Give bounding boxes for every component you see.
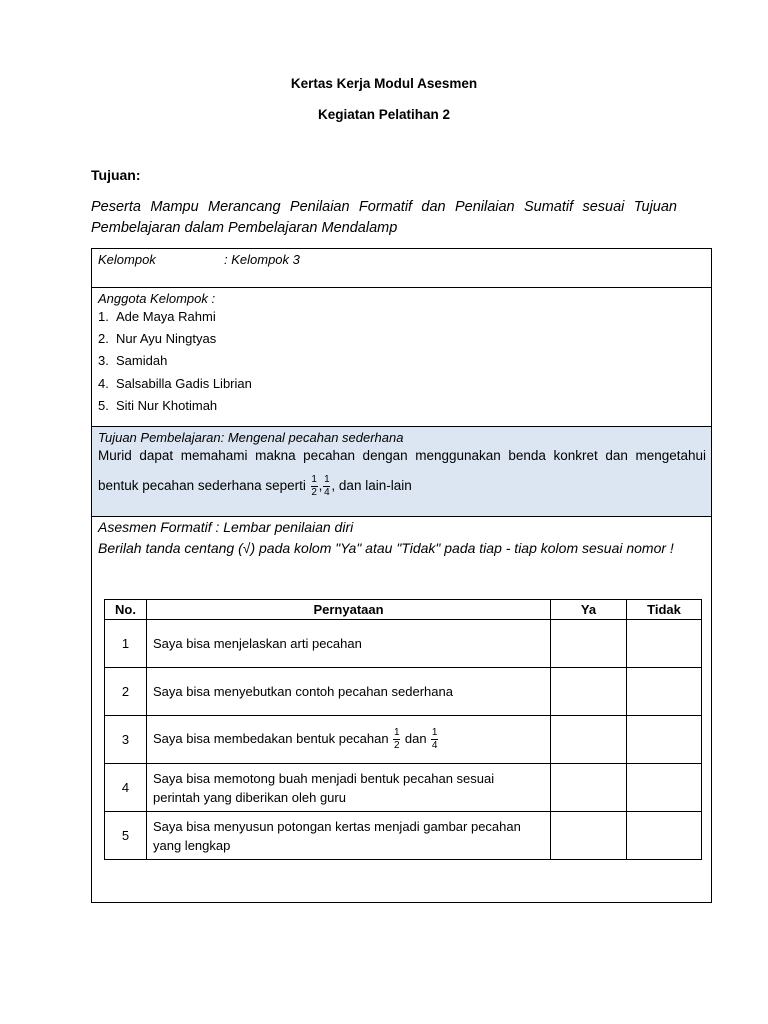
table-header-row [105,600,702,620]
row-statement: Saya bisa menyebutkan contoh pecahan sederhana [147,668,551,716]
header-pernyataan: Pernyataan [147,600,551,620]
row-statement: Saya bisa menyusun potongan kertas menjadi gambar pecahan yang lengkap [147,812,551,860]
tidak-checkbox-cell[interactable] [627,764,702,812]
document-subtitle: Kegiatan Pelatihan 2 [317,107,451,122]
table-row [105,668,702,716]
row-statement: Saya bisa memotong buah menjadi bentuk pecahan sesuai perintah yang diberikan oleh guru [147,764,551,812]
document-title: Kertas Kerja Modul Asesmen [290,76,478,91]
header-no: No. [105,600,147,620]
fraction-half: $\frac{1}{2}$ [311,473,317,498]
member-item: 3. Samidah [98,353,168,368]
table-row [105,620,702,668]
row-statement: Saya bisa membedakan bentuk pecahan $\frac{1}{2}$ dan $\frac{1}{4}$ [147,716,551,764]
ya-checkbox-cell[interactable] [551,812,627,860]
tujuan-pembelajaran-label: Tujuan Pembelajaran: Mengenal pecahan sederhana [98,430,404,445]
ya-checkbox-cell[interactable] [551,620,627,668]
fraction-quarter: $\frac{1}{4}$ [431,727,438,751]
row-number: 2 [105,668,147,716]
anggota-section [91,287,712,427]
row-number: 3 [105,716,147,764]
tujuan-pembelajaran-line1: Murid dapat memahami makna pecahan dengan menggunakan benda konkret dan mengetahui [98,448,706,463]
row-statement: Saya bisa menjelaskan arti pecahan [147,620,551,668]
asesmen-section [91,516,712,903]
member-item: 5. Siti Nur Khotimah [98,398,218,413]
row-number: 5 [105,812,147,860]
self-assessment-table [104,599,702,860]
tidak-checkbox-cell[interactable] [627,716,702,764]
tidak-checkbox-cell[interactable] [627,812,702,860]
tujuan-heading: Tujuan: [91,167,141,183]
kelompok-label: Kelompok [98,252,156,267]
asesmen-instruction: Berilah tanda centang (√) pada kolom "Ya" atau "Tidak" pada tiap - tiap kolom sesuai nomor ! [98,540,674,556]
kelompok-row [91,248,712,288]
tidak-checkbox-cell[interactable] [627,668,702,716]
kelompok-value: : Kelompok 3 [224,252,300,267]
table-row [105,716,702,764]
anggota-label: Anggota Kelompok : [98,291,216,306]
table-row [105,812,702,860]
header-ya: Ya [551,600,627,620]
ya-checkbox-cell[interactable] [551,668,627,716]
tujuan-pembelajaran-section [91,426,712,517]
table-row [105,764,702,812]
tujuan-pembelajaran-line2: bentuk pecahan sederhana seperti $\frac{1}{2}$ , $\frac{1}{4}$ , dan lain-lain [98,473,412,498]
row-number: 1 [105,620,147,668]
row-number: 4 [105,764,147,812]
member-item: 4. Salsabilla Gadis Librian [98,376,252,391]
ya-checkbox-cell[interactable] [551,764,627,812]
tujuan-text: Peserta Mampu Merancang Penilaian Formatif dan Penilaian Sumatif sesuai Tujuan Pembelajaran dalam Pembelajaran Mendalamp [91,199,677,236]
fraction-quarter: $\frac{1}{4}$ [324,473,330,498]
member-item: 2. Nur Ayu Ningtyas [98,331,217,346]
fraction-half: $\frac{1}{2}$ [393,727,400,751]
member-item: 1. Ade Maya Rahmi [98,309,216,324]
asesmen-label: Asesmen Formatif : Lembar penilaian diri [98,519,354,535]
header-tidak: Tidak [627,600,702,620]
tidak-checkbox-cell[interactable] [627,620,702,668]
ya-checkbox-cell[interactable] [551,716,627,764]
